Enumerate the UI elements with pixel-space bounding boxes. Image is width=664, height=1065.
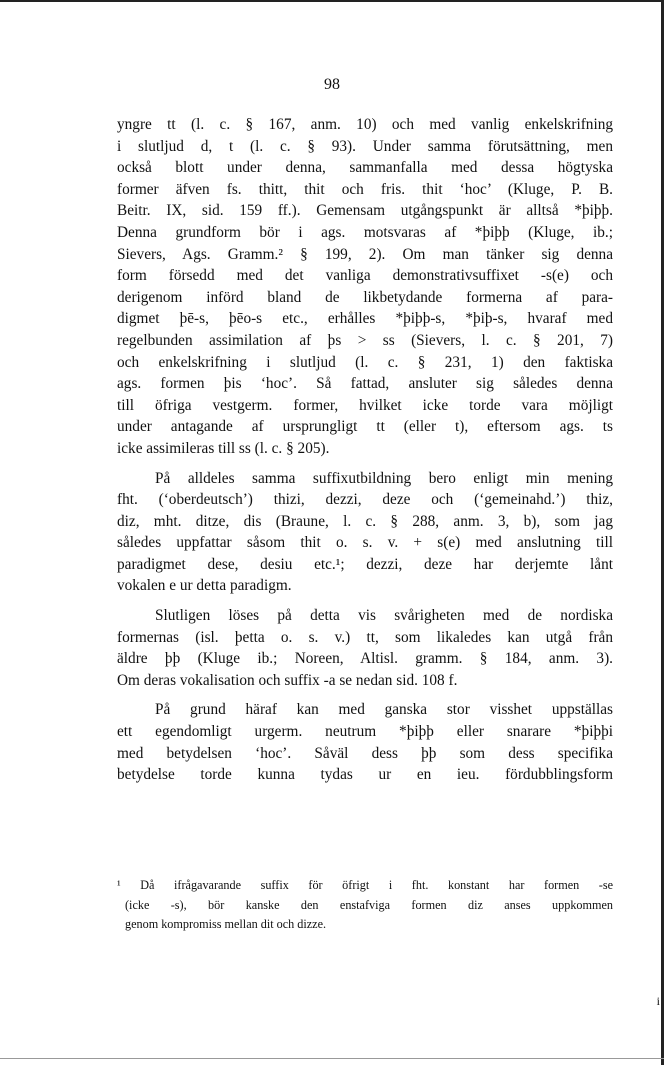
text-line: På grund häraf kan med ganska stor visshet uppställas bbox=[155, 701, 613, 719]
text-line: former äfven fs. thitt, thit och fris. thit ‘hoc’ (Kluge, P. B. bbox=[117, 180, 613, 198]
text-line: under antagande af ursprungligt tt (eller t), eftersom ags. ts bbox=[117, 418, 613, 436]
text-line: form försedd med det vanliga demonstrativsuffixet -s(e) och bbox=[117, 267, 613, 285]
text-line: Sievers, Ags. Gramm.² § 199, 2). Om man tänker sig denna bbox=[117, 245, 613, 263]
paragraph-gap bbox=[117, 597, 613, 605]
footnote-line: (icke -s), bör kanske den enstafviga formen diz anses uppkommen bbox=[125, 897, 613, 912]
text-line: fht. (‘oberdeutsch’) thizi, dezzi, deze och (‘gemeinahd.’) thiz, bbox=[117, 491, 613, 509]
text-line: Denna grundform bör i ags. motsvaras af *þiþþ (Kluge, ib.; bbox=[117, 223, 613, 241]
text-line: digmet þē-s, þēo-s etc., erhålles *þiþþ-s, *þiþ-s, hvaraf med bbox=[117, 310, 613, 328]
text-line: till öfriga vestgerm. former, hvilket icke torde vara möjligt bbox=[117, 396, 613, 414]
page-top-edge bbox=[0, 0, 664, 2]
text-line: Beitr. IX, sid. 159 ff.). Gemensam utgångspunkt är alltså *þiþþ. bbox=[117, 202, 613, 220]
text-line: Slutligen löses på detta vis svårigheten med de nordiska bbox=[155, 607, 613, 625]
text-line: Om deras vokalisation och suffix -a se nedan sid. 108 f. bbox=[117, 671, 458, 689]
text-line: formernas (isl. þetta o. s. v.) tt, som likaledes kan utgå från bbox=[117, 628, 613, 646]
text-line: med betydelsen ‘hoc’. Såväl dess þþ som dess specifika bbox=[117, 744, 613, 762]
margin-mark: i bbox=[656, 994, 660, 1008]
paragraph-gap bbox=[117, 691, 613, 699]
page-bottom-edge bbox=[0, 1058, 664, 1059]
footnote bbox=[117, 876, 613, 935]
text-line: ags. formen þis ‘hoc’. Så fattad, ansluter sig således denna bbox=[117, 375, 613, 393]
text-line: således uppfattar såsom thit o. s. v. + s(e) med anslutning till bbox=[117, 534, 613, 552]
text-line: vokalen e ur detta paradigm. bbox=[117, 577, 292, 595]
text-line: och enkelskrifning i slutljud (l. c. § 231, 1) den faktiska bbox=[117, 353, 613, 371]
paragraph-gap bbox=[117, 460, 613, 468]
text-line: betydelse torde kunna tydas ur en ieu. fördubblingsform bbox=[117, 766, 613, 784]
text-line: också blott under denna, sammanfalla med dessa högtyska bbox=[117, 159, 613, 177]
text-line: diz, mht. ditze, dis (Braune, l. c. § 288, anm. 3, b), som jag bbox=[117, 512, 613, 530]
page-number: 98 bbox=[324, 76, 340, 93]
footnote-line: ¹ Då ifrågavarande suffix för öfrigt i fht. konstant har formen -se bbox=[117, 878, 613, 892]
text-line: ett egendomligt urgerm. neutrum *þiþþ eller snarare *þiþþi bbox=[117, 723, 613, 741]
text-line: regelbunden assimilation af þs > ss (Sievers, l. c. § 201, 7) bbox=[117, 331, 613, 349]
text-line: yngre tt (l. c. § 167, anm. 10) och med vanlig enkelskrifning bbox=[117, 116, 613, 133]
footnote-line: genom kompromiss mellan dit och dizze. bbox=[125, 917, 327, 931]
text-line: derigenom införd bland de likbetydande formerna af para- bbox=[117, 288, 613, 306]
body-text bbox=[117, 114, 613, 786]
text-line: icke assimileras till ss (l. c. § 205). bbox=[117, 439, 330, 457]
text-line: i slutljud d, t (l. c. § 93). Under samma förutsättning, men bbox=[117, 137, 613, 155]
text-line: På alldeles samma suffixutbildning bero enligt min mening bbox=[155, 469, 613, 487]
text-line: äldre þþ (Kluge ib.; Noreen, Altisl. gramm. § 184, anm. 3). bbox=[117, 650, 613, 668]
text-line: paradigmet dese, desiu etc.¹; dezzi, deze har derjemte lånt bbox=[117, 555, 613, 573]
